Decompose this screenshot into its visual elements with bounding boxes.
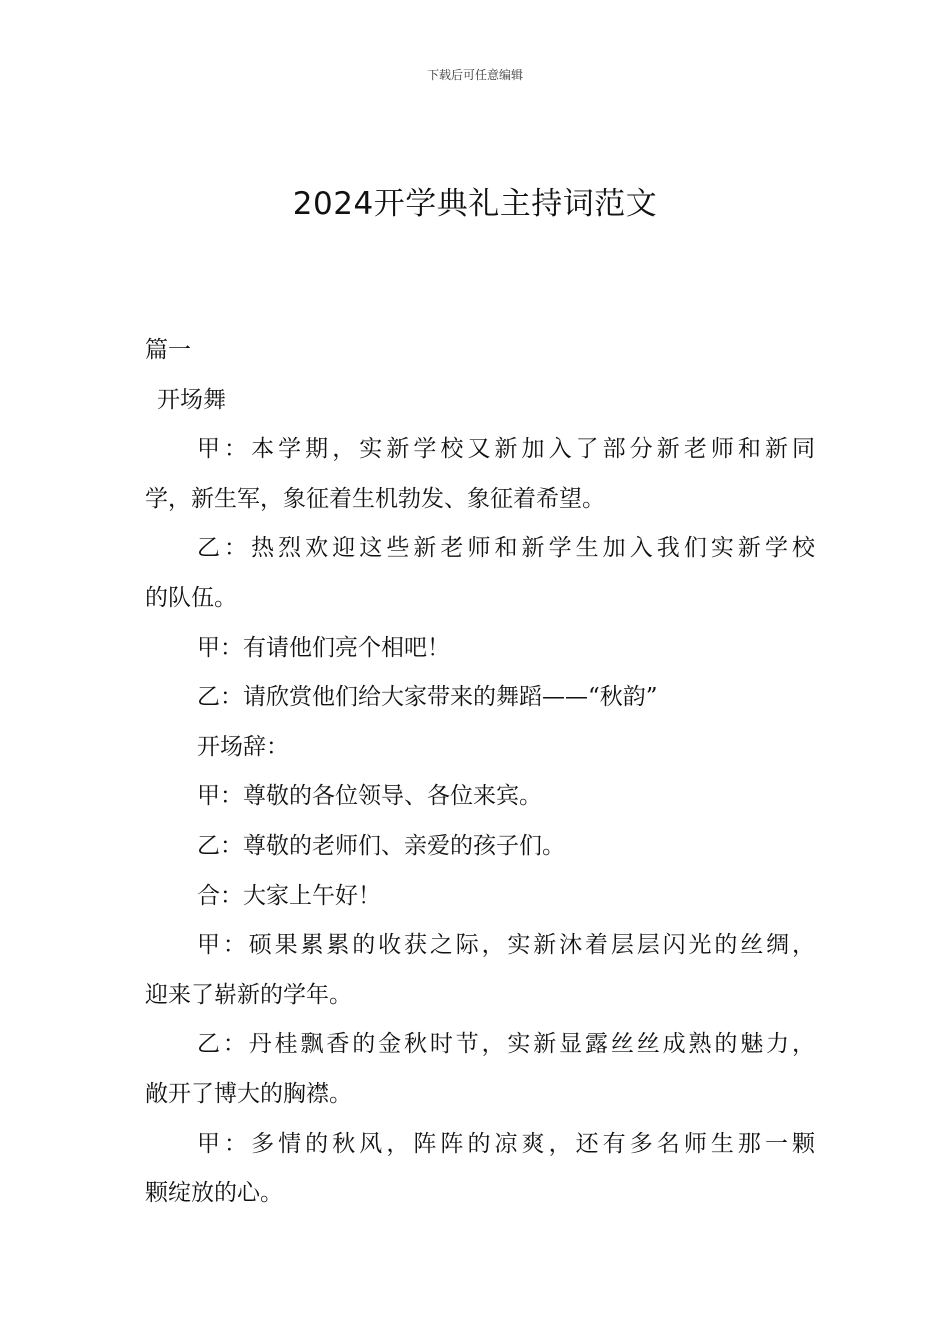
paragraph-line: 篇一 (145, 337, 191, 363)
paragraph-line: 甲：有请他们亮个相吧！ (197, 634, 450, 661)
paragraph-line: 甲：本学期，实新学校又新加入了部分新老师和新同 (197, 436, 815, 463)
paragraph-line: 学，新生军，象征着生机勃发、象征着希望。 (145, 485, 605, 512)
paragraph-line: 敞开了博大的胸襟。 (145, 1080, 352, 1107)
paragraph-line: 甲：多情的秋风，阵阵的凉爽，还有多名师生那一颗 (197, 1130, 815, 1157)
paragraph-line: 的队伍。 (145, 584, 237, 611)
paragraph-line: 开场舞 (157, 386, 226, 413)
paragraph-line: 乙：请欣赏他们给大家带来的舞蹈——“秋韵” (197, 684, 658, 711)
paragraph-line: 颗绽放的心。 (145, 1180, 283, 1207)
paragraph-line: 甲：硕果累累的收获之际，实新沐着层层闪光的丝绸， (197, 932, 815, 959)
paragraph-line: 合：大家上午好！ (197, 882, 381, 909)
document-body (145, 326, 815, 1219)
document-title: 2024开学典礼主持词范文 (292, 186, 658, 222)
paragraph-line: 乙：丹桂飘香的金秋时节，实新显露丝丝成熟的魅力， (197, 1031, 815, 1058)
paragraph-line: 开场辞： (197, 733, 289, 760)
header-note: 下载后可任意编辑 (426, 68, 523, 82)
paragraph-line: 乙：热烈欢迎这些新老师和新学生加入我们实新学校 (197, 535, 815, 562)
paragraph-line: 甲：尊敬的各位领导、各位来宾。 (197, 783, 542, 810)
paragraph-line: 乙：尊敬的老师们、亲爱的孩子们。 (197, 832, 565, 859)
paragraph-line: 迎来了崭新的学年。 (145, 981, 352, 1008)
